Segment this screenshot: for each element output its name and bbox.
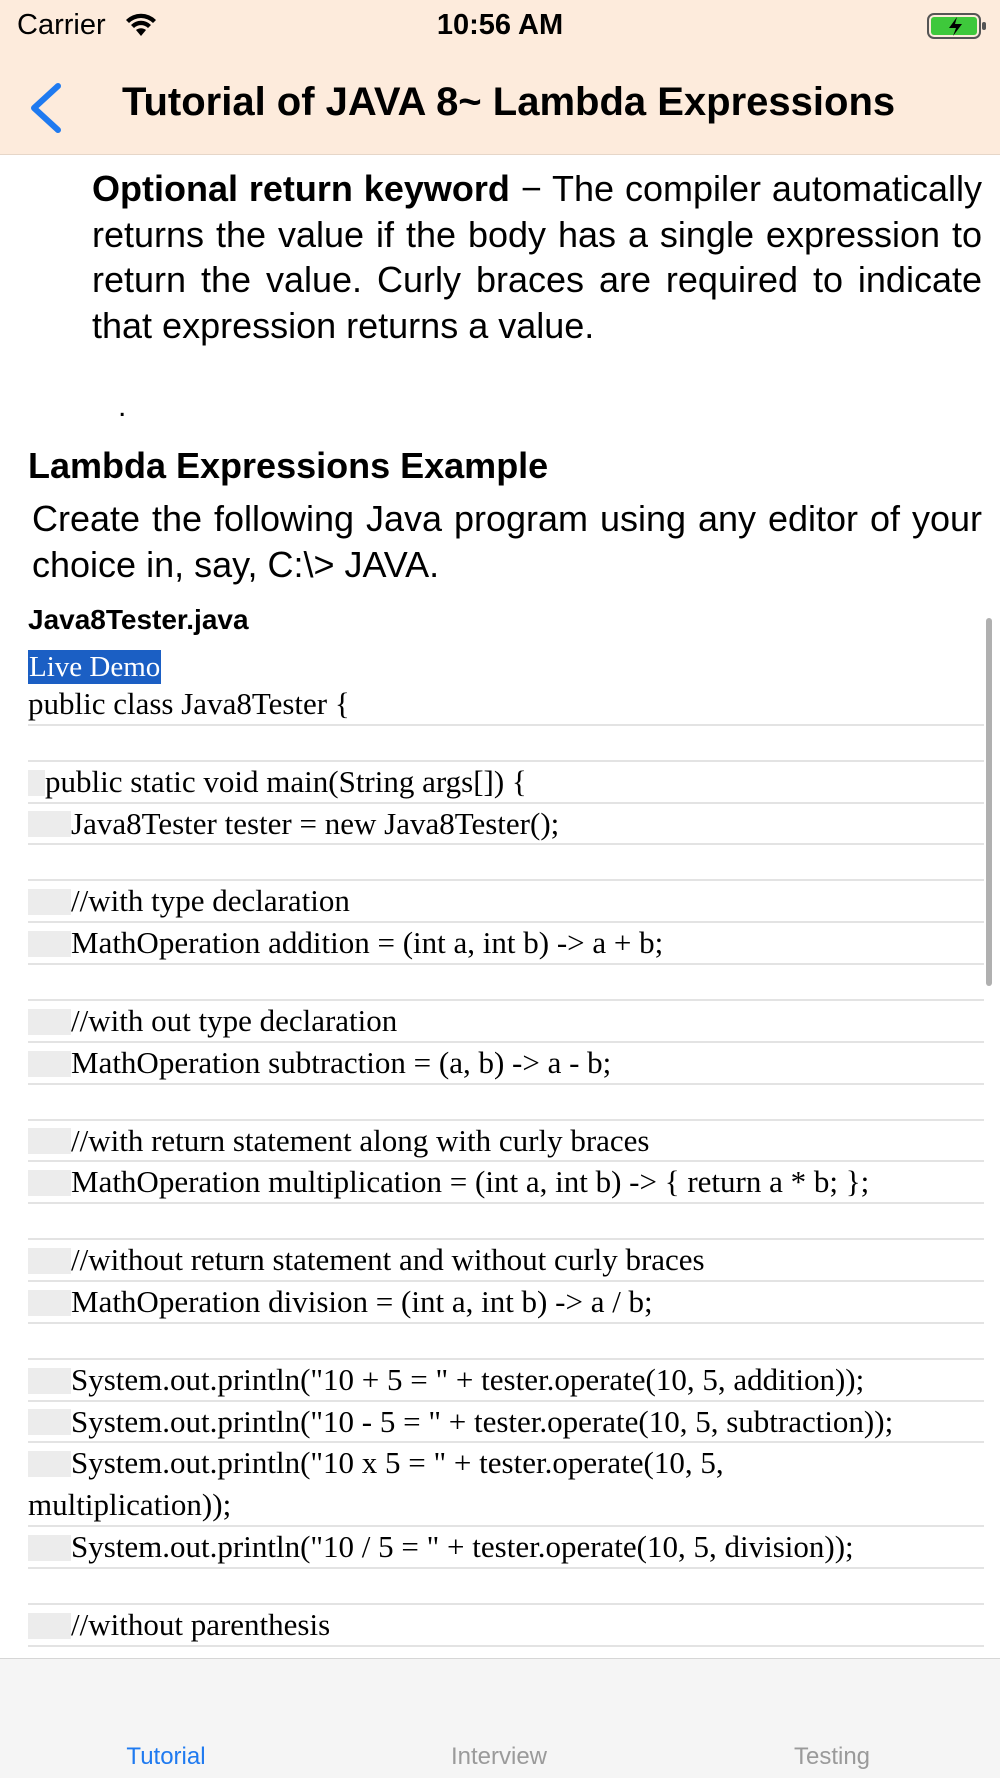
page-title: Tutorial of JAVA 8~ Lambda Expressions (122, 80, 896, 124)
optional-return-term: Optional return keyword (92, 168, 510, 209)
tab-tutorial[interactable]: Tutorial (126, 1743, 206, 1770)
code-line: System.out.println("10 / 5 = " + tester.operate(10, 5, division)); (28, 1527, 984, 1569)
code-line: System.out.println("10 - 5 = " + tester.operate(10, 5, subtraction)); (28, 1402, 984, 1444)
code-line (28, 1085, 984, 1121)
status-bar (0, 0, 1000, 50)
code-line: MathOperation division = (int a, int b) -> a / b; (28, 1282, 984, 1324)
code-line: Java8Tester tester = new Java8Tester(); (28, 804, 984, 846)
code-line (28, 726, 984, 762)
list-dot: . (118, 390, 127, 423)
code-line: System.out.println("10 + 5 = " + tester.operate(10, 5, addition)); (28, 1360, 984, 1402)
code-line: multiplication)); (28, 1485, 984, 1527)
code-line: MathOperation subtraction = (a, b) -> a - b; (28, 1043, 984, 1085)
code-line: MathOperation multiplication = (int a, int b) -> { return a * b; }; (28, 1162, 984, 1204)
battery-charging-icon (927, 12, 987, 40)
code-line (28, 1324, 984, 1360)
live-demo-link[interactable]: Live Demo (29, 651, 161, 683)
code-line: public class Java8Tester { (28, 684, 984, 726)
vertical-scrollbar[interactable] (986, 618, 992, 986)
code-line (28, 965, 984, 1001)
code-line: //with out type declaration (28, 1001, 984, 1043)
code-line: //with type declaration (28, 881, 984, 923)
tab-testing[interactable]: Testing (793, 1743, 871, 1770)
code-line: //without return statement and without curly braces (28, 1240, 984, 1282)
code-line: System.out.println("10 x 5 = " + tester.operate(10, 5, (28, 1443, 984, 1485)
optional-return-text: − The compiler automatically returns the value if the body has a single expression to return the value. Curly braces are required to indicate that expression returns a value. (92, 168, 982, 346)
tab-bar (0, 1658, 1000, 1778)
optional-return-paragraph (92, 166, 982, 348)
code-line (28, 1204, 984, 1240)
tab-interview[interactable]: Interview (450, 1743, 548, 1770)
code-filename: Java8Tester.java (28, 604, 249, 635)
code-block (28, 684, 984, 1647)
code-line: MathOperation addition = (int a, int b) -> a + b; (28, 923, 984, 965)
status-time: 10:56 AM (436, 9, 564, 41)
carrier-label: Carrier (17, 9, 106, 41)
example-heading: Lambda Expressions Example (28, 445, 549, 486)
code-line (28, 845, 984, 881)
navigation-bar (0, 60, 1000, 150)
tutorial-content[interactable] (0, 156, 1000, 1658)
code-line: //without parenthesis (28, 1605, 984, 1647)
code-line: public static void main(String args[]) { (28, 762, 984, 804)
example-description: Create the following Java program using any editor of your choice in, say, C:\> JAVA. (32, 498, 982, 585)
back-button[interactable] (24, 78, 74, 138)
code-line: //with return statement along with curly braces (28, 1121, 984, 1163)
code-line (28, 1569, 984, 1605)
